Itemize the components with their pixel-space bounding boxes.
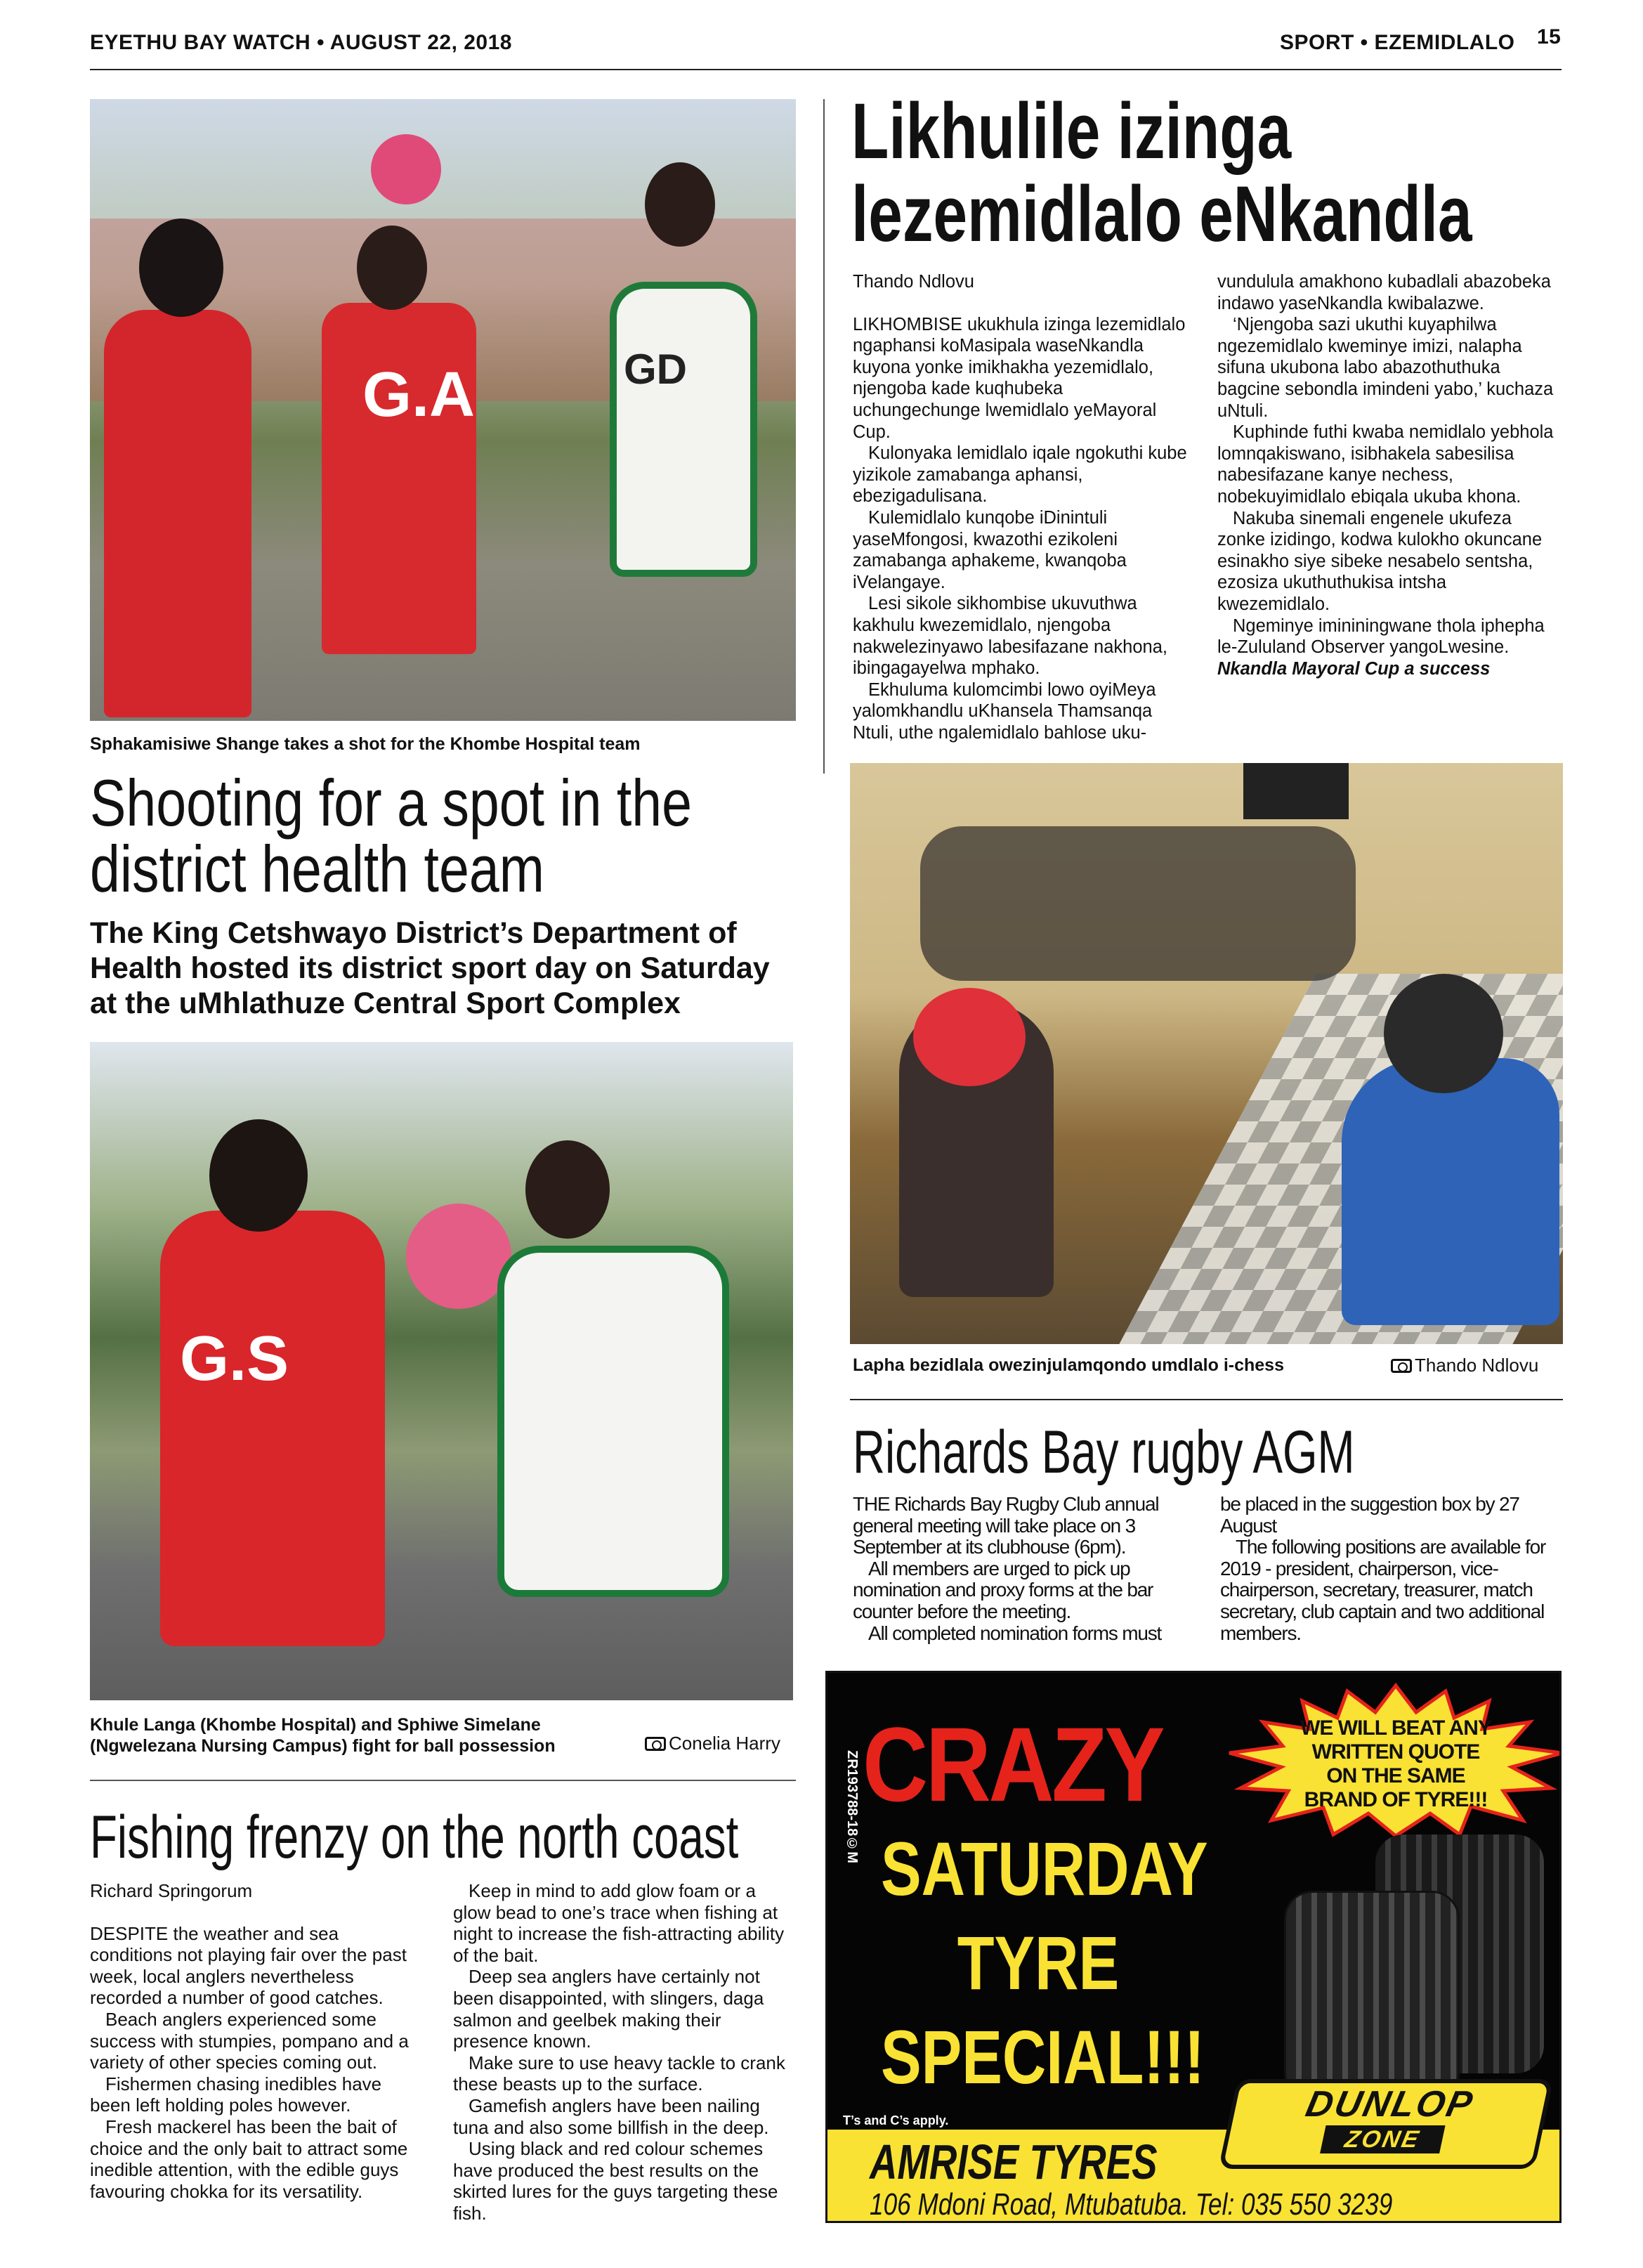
ad-reference-code: ZR193788-18©M [844,1750,860,1863]
paragraph: vundulula amakhono kubadlali abazobeka indawo yaseNkandla kwibalazwe. [1217,272,1551,313]
headline-line: lezemidlalo eNkandla [851,170,1472,258]
fishing-headline: Fishing frenzy on the north coast [90,1804,739,1871]
ad-special: SPECIAL!!! [881,2014,1205,2099]
section-label: SPORT • EZEMIDLALO [1280,31,1515,54]
paragraph: Kulemidlalo kunqobe iDinintuli yaseMfongosi, kwazothi ezikoleni zamabanga aphakeme, kwanqoba iVelangaye. [853,507,1127,592]
photo-caption: Khule Langa (Khombe Hospital) and Sphiwe Simelane (Ngwelezana Nursing Campus) fight for ball possession [90,1715,556,1756]
paragraph: Beach anglers experienced some success with stumpies, pompano and a variety of other species coming out. [90,2008,409,2073]
paragraph: Kulonyaka lemidlalo iqale ngokuthi kube yizikole zamabanga aphansi, ebezigadulisana. [853,443,1187,507]
dunlop-zone: ZONE [1320,2125,1446,2153]
photo-credit-name: Conelia Harry [669,1733,780,1754]
column-divider [823,99,825,774]
ad-saturday: SATURDAY [881,1826,1208,1911]
starburst-text: WE WILL BEAT ANY WRITTEN QUOTE ON THE SAME BRAND OF TYRE!!! [1300,1716,1491,1811]
section-rule [90,1780,796,1781]
nkandla-column-2 [1217,271,1554,679]
paragraph: Keep in mind to add glow foam or a glow bead to one’s trace when fishing at night to increase the fish-attracting ability of the bait. [453,1880,785,1966]
section-rule [850,1399,1563,1400]
dunlop-logo [1218,2079,1553,2169]
fishing-column-2 [453,1880,787,2224]
photo-credit [1391,1355,1538,1376]
paragraph: All completed nomination forms must [868,1622,1162,1644]
paragraph: The following positions are available for 2019 - president, chairperson, vice-chairperson, secretary, treasurer, match secretary, club captain and two additional members. [1220,1536,1546,1644]
camera-icon [1391,1359,1412,1373]
paragraph: DESPITE the weather and sea conditions not playing fair over the past week, local anglers nevertheless recorded a number of good catches. [90,1922,407,2009]
rugby-column-2 [1220,1494,1564,1644]
ad-address: 106 Mdoni Road, Mtubatuba. Tel: 035 550 3239 [870,2187,1393,2222]
ad-company: AMRISE TYRES [870,2135,1158,2189]
paragraph: Ngeminye imininingwane thola iphepha le-Zululand Observer yangoLwesine. [1217,615,1545,658]
camera-icon [645,1737,666,1751]
paragraph: THE Richards Bay Rugby Club annual general meeting will take place on 3 September at its clubhouse (6pm). [853,1493,1159,1558]
headline-line: Likhulile izinga [851,87,1292,175]
headline [90,766,693,906]
tyres-image [1284,1834,1544,2101]
paragraph: Fresh mackerel has been the bait of choice and the only bait to attract some inedible attention, with the edible guys favouring chokka for its versatility. [90,2116,408,2202]
chess-photo [850,763,1563,1344]
photo-caption: Sphakamisiwe Shange takes a shot for the Khombe Hospital team [90,734,641,754]
ad-tyre: TYRE [957,1920,1120,2005]
photo-credit-name: Thando Ndlovu [1415,1355,1539,1376]
paragraph: Fishermen chasing inedibles have been left holding poles however. [90,2073,382,2116]
paragraph: Using black and red colour schemes have produced the best results on the skirted lures for the guys targeting these fish. [453,2138,778,2224]
jersey-label: G.A [362,360,476,430]
jersey-label: GD [624,346,687,393]
rugby-headline: Richards Bay rugby AGM [853,1419,1355,1486]
rugby-column-1 [853,1494,1197,1644]
subheadline: The King Cetshwayo District’s Department of Health hosted its district sport day on Saturday at the uMhlathuze Central Sport Complex [90,916,770,1020]
byline: Richard Springorum [90,1880,253,1901]
paragraph: All members are urged to pick up nomination and proxy forms at the bar counter before the meeting. [853,1557,1153,1622]
netball-photo-1 [90,99,796,721]
masthead-date: EYETHU BAY WATCH • AUGUST 22, 2018 [90,31,512,54]
paragraph: Gamefish anglers have been nailing tuna and also some billfish in the deep. [453,2094,769,2138]
tyre-advertisement[interactable] [825,1671,1562,2223]
page-number: 15 [1537,25,1562,48]
header-rule [90,69,1562,70]
fishing-column-1 [90,1880,421,2202]
jersey-label: G.S [180,1324,289,1394]
paragraph: Deep sea anglers have certainly not been disappointed, with slingers, daga salmon and geelbek making their presence known. [453,1966,764,2052]
paragraph: ‘Njengoba sazi ukuthi kuyaphilwa ngezemidlalo kweminye imizi, nalapha sifuna ukubona labo abazothuthuka bagcine sebondla imindeni yabo,’ kuchaza uNtuli. [1217,315,1554,421]
netball-photo-2 [90,1042,793,1700]
headline-line: Shooting for a spot in the [90,766,693,840]
paragraph: Nakuba sinemali engenele ukufeza zonke izidingo, kodwa kulokho okuncane esinakho siye sibeke nesabelo sentsha, ezosiza ukuthuthukisa intsha kwezemidlalo. [1217,508,1543,614]
paragraph: Ekhuluma kulomcimbi lowo oyiMeya yalomkhandlu uKhansela Thamsanqa Ntuli, uthe ngalemidlalo bahlose uku- [853,679,1156,743]
nkandla-column-1 [853,271,1187,743]
english-summary: Nkandla Mayoral Cup a success [1217,658,1491,679]
paragraph: Kuphinde futhi kwaba nemidlalo yebhola lomnqakiswano, isibhakela sabesilisa nabesifazane kanye nechess, nobekuyimidlalo ebiqala ukuba khona. [1217,422,1554,507]
paragraph: Make sure to use heavy tackle to crank these beasts up to the surface. [453,2052,785,2095]
paragraph: Lesi sikole sikhombise ukuvuthwa kakhulu kwezemidlalo, njengoba nakwelezinyawo labesifazane nakhona, ibingagayelwa mphako. [853,594,1167,679]
ad-crazy: CRAZY [863,1705,1163,1823]
paragraph: be placed in the suggestion box by 27 August [1220,1493,1519,1537]
dunlop-brand: DUNLOP [1302,2084,1478,2125]
photo-credit [645,1733,780,1754]
photo-caption: Lapha bezidlala owezinjulamqondo umdlalo i-chess [853,1355,1284,1375]
headline-line: district health team [90,832,544,906]
byline: Thando Ndlovu [853,272,974,292]
ad-terms: T’s and C’s apply. [843,2113,949,2127]
nkandla-headline [851,87,1472,258]
paragraph: LIKHOMBISE ukukhula izinga lezemidlalo ngaphansi koMasipala waseNkandla kuyona yonke imikhakha yezemidlalo, njengoba kade kuqhubeka uchungechunge lwemidlalo yeMayoral Cup. [853,314,1186,442]
ad-main-text [842,1822,1235,2104]
